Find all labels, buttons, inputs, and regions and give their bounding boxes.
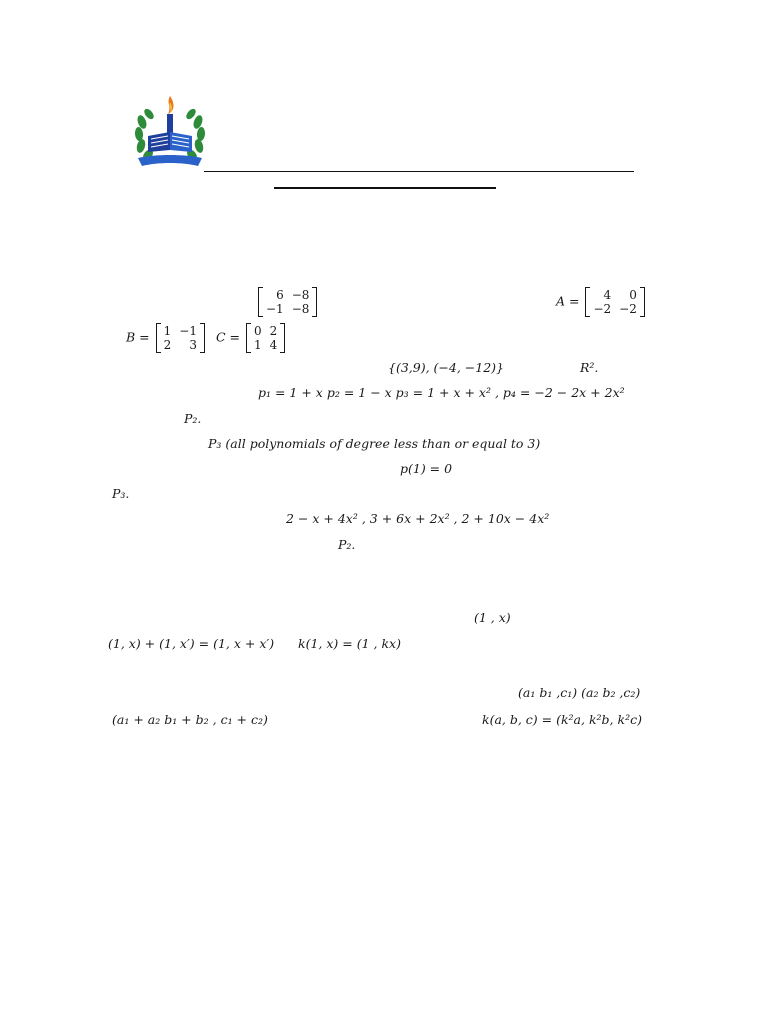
matrix-a-cell: 0 [629,288,637,302]
matrix-top-cell: 6 [276,288,284,302]
matrix-a-cell: 4 [603,288,612,302]
condition-p1-zero: p(1) = 0 [400,461,453,476]
polynomials-set-2: 2 − x + 4x² , 3 + 6x + 2x² , 2 + 10x − 4x² [286,511,550,526]
matrix-b-cell: 2 [163,338,172,352]
header-subrule [274,187,496,189]
matrix-a-cell: −2 [619,302,637,316]
matrix-c-cell: 0 [254,324,262,338]
matrix-c [216,324,287,352]
matrix-a-cell: −2 [593,302,612,316]
university-emblem-icon [132,92,208,172]
matrix-b-label: B = [126,329,150,345]
matrix-b-cell: −1 [179,324,197,338]
triples-pair: (a₁ b₁ ,c₁) (a₂ b₂ ,c₂) [518,685,641,700]
matrix-a-label: A = [556,293,580,309]
sum-triple: (a₁ + a₂ b₁ + b₂ , c₁ + c₂) [112,712,268,727]
pair-1-x: (1 , x) [474,610,511,625]
matrix-top-cell: −8 [291,302,310,316]
matrix-top-cell: −8 [291,288,310,302]
matrix-top [256,288,319,316]
scalar-rule: k(1, x) = (1 , kx) [298,636,401,651]
matrix-a [556,288,647,316]
matrix-c-cell: 1 [254,338,262,352]
matrix-c-label: C = [216,329,241,345]
header-rule [204,171,634,172]
addition-rule: (1, x) + (1, x′) = (1, x + x′) [108,636,275,651]
matrix-b-cell: 1 [163,324,172,338]
vector-set: {(3,9), (−4, −12)} [388,360,504,375]
polynomials-p1-p4: p₁ = 1 + x p₂ = 1 − x p₃ = 1 + x + x² , p₄ = −2 − 2x + 2x² [258,385,625,400]
scalar-triple: k(a, b, c) = (k²a, k²b, k²c) [482,712,642,727]
space-p2-b: P₂. [338,537,356,552]
space-r2: R². [580,360,599,375]
matrix-c-cell: 4 [269,338,278,352]
space-p2-a: P₂. [184,411,202,426]
matrix-c-cell: 2 [269,324,278,338]
space-p3-description: P₃ (all polynomials of degree less than or equal to 3) [208,436,541,451]
matrix-b-cell: 3 [189,338,197,352]
matrix-top-cell: −1 [266,302,284,316]
matrix-b [126,324,207,352]
space-p3-b: P₃. [112,486,130,501]
